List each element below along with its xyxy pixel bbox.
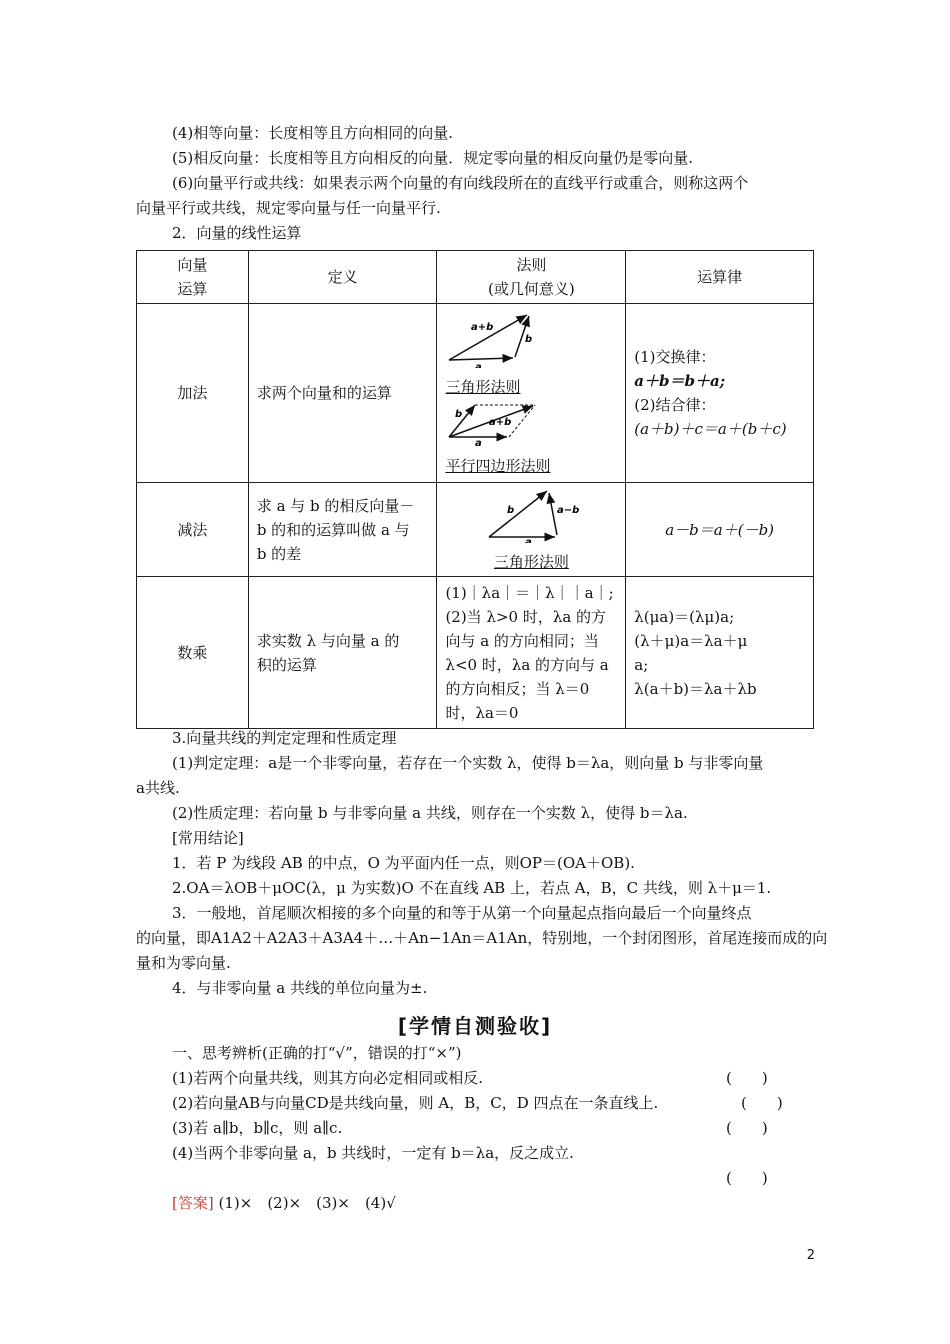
linear-ops-table xyxy=(136,250,814,729)
answer-text: (1)× (2)× (3)× (4)√ xyxy=(218,1194,396,1212)
header-rule-line1: 法则 xyxy=(516,256,547,274)
def-parallel-vector-line2: 向量平行或共线，规定零向量与任一向量平行. xyxy=(136,199,441,217)
svg-text:a: a xyxy=(475,438,483,447)
svg-text:b: b xyxy=(507,505,515,516)
self-test-title: [学情自测验收] xyxy=(397,1014,553,1038)
question-3-blank: ( ) xyxy=(726,1119,768,1137)
decision-theorem-line1: (1)判定定理：a是一个非零向量，若存在一个实数 λ，使得 b＝λa，则向量 b 与非零向量 xyxy=(172,754,764,772)
question-4: (4)当两个非零向量 a，b 共线时，一定有 b＝λa，反之成立. xyxy=(172,1144,574,1162)
table-row-sub xyxy=(137,483,814,577)
row-mul-law-line1: λ(μa)＝(λμ)a; xyxy=(634,607,735,626)
def-opposite-vector: (5)相反向量：长度相等且方向相反的向量．规定零向量的相反向量仍是零向量. xyxy=(172,149,694,167)
question-2: (2)若向量AB与向量CD是共线向量，则 A，B，C，D 四点在一条直线上. xyxy=(172,1094,659,1112)
common-conclusions-title: [常用结论] xyxy=(172,829,244,847)
header-op xyxy=(137,251,249,304)
row-mul-law-line3: a; xyxy=(634,655,649,674)
question-2-blank: ( ) xyxy=(741,1094,783,1112)
row-mul-rule-line4: λ<0 时，λa 的方向与 a xyxy=(445,655,609,674)
conclusion-3-line1: 3．一般地，首尾顺次相接的多个向量的和等于从第一个向量起点指向最后一个向量终点 xyxy=(172,904,752,922)
row-sub-law: a－b＝a＋(－b) xyxy=(626,483,814,577)
row-mul-def-line2: 积的运算 xyxy=(256,655,317,674)
header-rule-line2: (或几何意义) xyxy=(487,280,575,298)
row-mul-law-line2: (λ＋μ)a＝λa＋μ xyxy=(634,631,748,650)
row-mul-rule-line1: (1)｜λa｜＝｜λ｜｜a｜; xyxy=(445,583,614,602)
page-number: 2 xyxy=(806,1248,815,1263)
row-sub-def xyxy=(248,483,437,577)
parallelogram-rule-label: 平行四边形法则 xyxy=(445,457,551,475)
row-add-name: 加法 xyxy=(137,304,249,483)
row-sub-name: 减法 xyxy=(137,483,249,577)
row-sub-def-line2: b 的和的运算叫做 a 与 xyxy=(256,520,410,539)
row-mul-rule-line5: 的方向相反；当 λ＝0 xyxy=(445,679,590,698)
header-op-line1: 向量 xyxy=(177,256,208,274)
conclusion-3-line3: 量和为零向量. xyxy=(136,954,231,972)
subtraction-rule-label: 三角形法则 xyxy=(493,553,569,571)
svg-text:a−b: a−b xyxy=(557,505,580,516)
row-add-def: 求两个向量和的运算 xyxy=(248,304,437,483)
row-mul-name: 数乘 xyxy=(137,577,249,729)
row-sub-rule xyxy=(437,483,626,577)
table-header-row xyxy=(137,251,814,304)
answer-line xyxy=(172,1192,396,1214)
row-mul-law xyxy=(626,577,814,729)
table-row-add xyxy=(137,304,814,483)
svg-text:a+b: a+b xyxy=(489,417,512,428)
section-linear-ops-title: 2．向量的线性运算 xyxy=(172,224,302,242)
row-mul-rule-line3: 向与 a 的方向相同；当 xyxy=(445,631,599,650)
law-commutative-title: (1)交换律： xyxy=(634,348,716,366)
svg-text:b: b xyxy=(525,334,533,345)
question-3: (3)若 a∥b，b∥c，则 a∥c. xyxy=(172,1119,343,1137)
triangle-rule-diagram xyxy=(445,308,545,368)
row-add-law xyxy=(626,304,814,483)
row-mul-def-line1: 求实数 λ 与向量 a 的 xyxy=(256,631,400,650)
header-rule xyxy=(437,251,626,304)
row-mul-law-line4: λ(a＋b)＝λa＋λb xyxy=(634,679,757,698)
law-associative-title: (2)结合律： xyxy=(634,396,716,414)
conclusion-4: 4．与非零向量 a 共线的单位向量为±. xyxy=(172,979,428,997)
self-test-heading: 一、思考辨析(正确的打“√”，错误的打“×”) xyxy=(172,1044,462,1062)
header-law: 运算律 xyxy=(626,251,814,304)
question-1-blank: ( ) xyxy=(726,1069,768,1087)
property-theorem: (2)性质定理：若向量 b 与非零向量 a 共线，则存在一个实数 λ，使得 b＝λa. xyxy=(172,804,688,822)
row-sub-def-line1: 求 a 与 b 的相反向量－ xyxy=(256,496,415,515)
parallelogram-rule-diagram xyxy=(445,399,545,447)
row-mul-rule xyxy=(437,577,626,729)
conclusion-1: 1．若 P 为线段 AB 的中点，O 为平面内任一点，则OP＝(OA＋OB). xyxy=(172,854,635,872)
header-def: 定义 xyxy=(248,251,437,304)
table-row-mul xyxy=(137,577,814,729)
row-add-rule xyxy=(437,304,626,483)
law-commutative: a＋b＝b＋a; xyxy=(634,372,726,390)
answer-label: [答案] xyxy=(172,1194,214,1212)
row-mul-rule-line6: 时，λa＝0 xyxy=(445,703,519,722)
svg-text:b: b xyxy=(455,409,463,420)
question-4-blank: ( ) xyxy=(726,1169,768,1187)
subtraction-triangle-diagram xyxy=(481,485,581,543)
svg-text:a: a xyxy=(525,537,533,543)
conclusion-3-line2: 的向量，即A1A2＋A2A3＋A3A4＋…＋An−1An＝A1An，特别地，一个封闭图形，首尾连接而成的向 xyxy=(136,929,828,947)
section-collinear-title: 3.向量共线的判定定理和性质定理 xyxy=(172,729,397,747)
row-sub-def-line3: b 的差 xyxy=(256,544,302,563)
def-equal-vector: (4)相等向量：长度相等且方向相同的向量. xyxy=(172,124,454,142)
law-associative: (a＋b)＋c＝a＋(b＋c) xyxy=(634,420,787,438)
question-1: (1)若两个向量共线，则其方向必定相同或相反. xyxy=(172,1069,484,1087)
triangle-rule-label: 三角形法则 xyxy=(445,378,521,396)
decision-theorem-line2: a共线. xyxy=(136,779,180,797)
svg-text:a+b: a+b xyxy=(471,322,494,333)
row-mul-rule-line2: (2)当 λ>0 时，λa 的方 xyxy=(445,607,607,626)
conclusion-2: 2.OA＝λOB＋μOC(λ，μ 为实数)O 不在直线 AB 上，若点 A，B，C 共线，则 λ＋μ＝1. xyxy=(172,879,772,897)
row-mul-def xyxy=(248,577,437,729)
svg-text:a: a xyxy=(475,362,483,368)
def-parallel-vector-line1: (6)向量平行或共线：如果表示两个向量的有向线段所在的直线平行或重合，则称这两个 xyxy=(172,174,749,192)
header-op-line2: 运算 xyxy=(177,280,208,298)
